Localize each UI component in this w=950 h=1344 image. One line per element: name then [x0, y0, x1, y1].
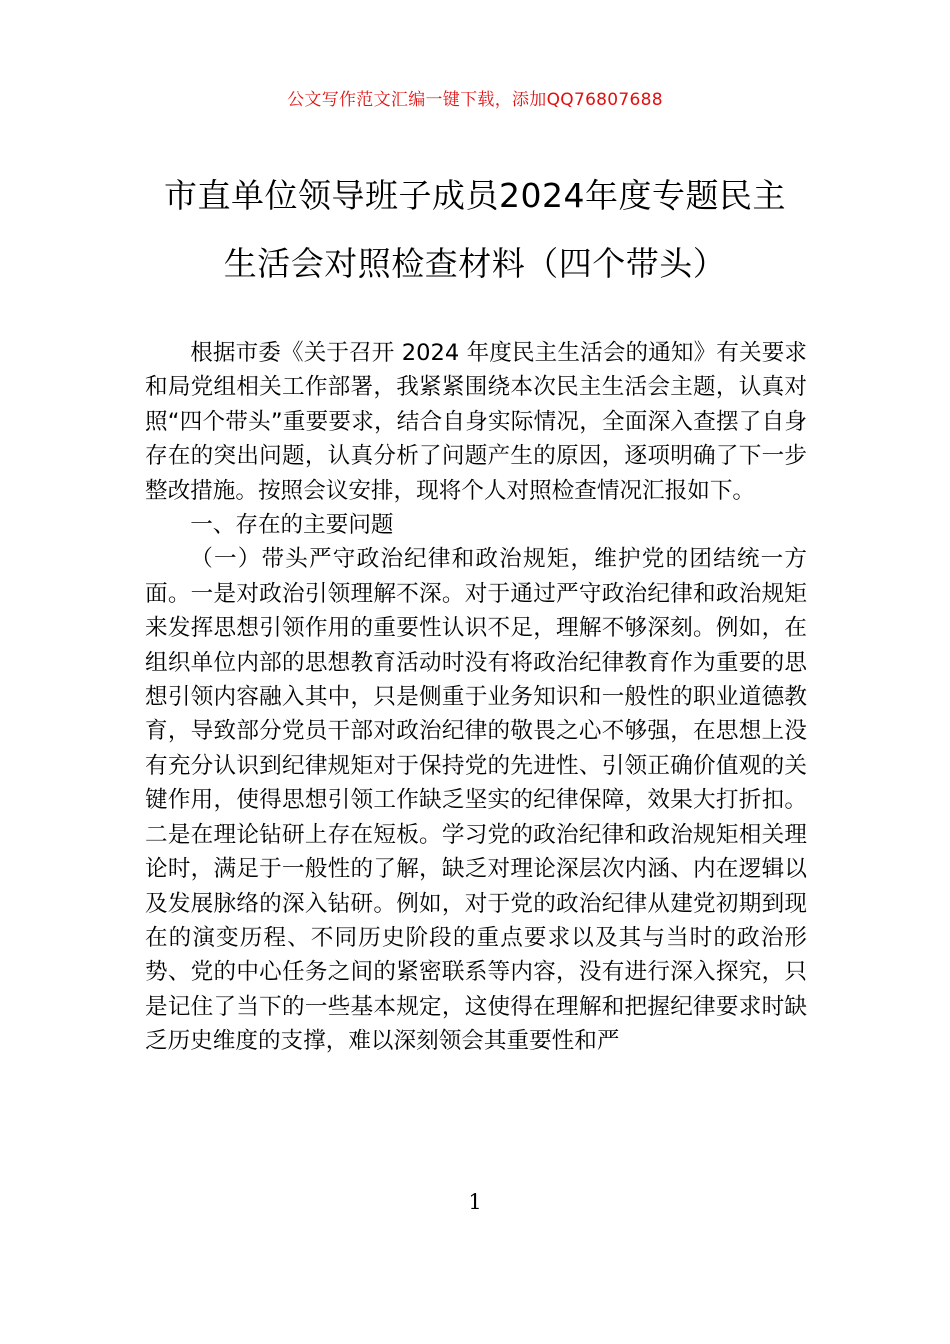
intro-paragraph: 根据市委《关于召开 2024 年度民主生活会的通知》有关要求和局党组相关工作部署，我紧紧围绕本次民主生活会主题，认真对照“四个带头”重要要求，结合自身实际情况，全面深入查摆了自身存在的突出问题，认真分析了问题产生的原因，逐项明确了下一步整改措施。按照会议安排，现将个人对照检查情况汇报如下。	[145, 340, 807, 504]
page-number: 1	[468, 1190, 482, 1214]
section-heading: 一、存在的主要问题	[190, 512, 394, 539]
section-paragraph: （一）带头严守政治纪律和政治规矩，维护党的团结统一方面。一是对政治引领理解不深。对于通过严守政治纪律和政治规矩来发挥思想引领作用的重要性认识不足，理解不够深刻。例如，在组织单位内部的思想教育活动时没有将政治纪律教育作为重要的思想引领内容融入其中，只是侧重于业务知识和一般性的职业道德教育，导致部分党员干部对政治纪律的敬畏之心不够强，在思想上没有充分认识到纪律规矩对于保持党的先进性、引领正确价值观的关键作用，使得思想引领工作缺乏坚实的纪律保障，效果大打折扣。二是在理论钻研上存在短板。学习党的政治纪律和政治规矩相关理论时，满足于一般性的了解，缺乏对理论深层次内涵、内在逻辑以及发展脉络的深入钻研。例如，对于党的政治纪律从建党初期到现在的演变历程、不同历史阶段的重点要求以及其与当时的政治形势、党的中心任务之间的紧密联系等内容，没有进行深入探究，只是记住了当下的一些基本规定，这使得在理解和把握纪律要求时缺乏历史维度的支撑，难以深刻领会其重要性和严	[145, 546, 807, 1055]
download-ad-line: 公文写作范文汇编一键下载，添加QQ76807688	[287, 90, 663, 110]
document-title-line-2: 生活会对照检查材料（四个带头）	[223, 244, 727, 283]
document-title-line-1: 市直单位领导班子成员2024年度专题民主	[164, 176, 786, 215]
document-body	[145, 336, 807, 1059]
